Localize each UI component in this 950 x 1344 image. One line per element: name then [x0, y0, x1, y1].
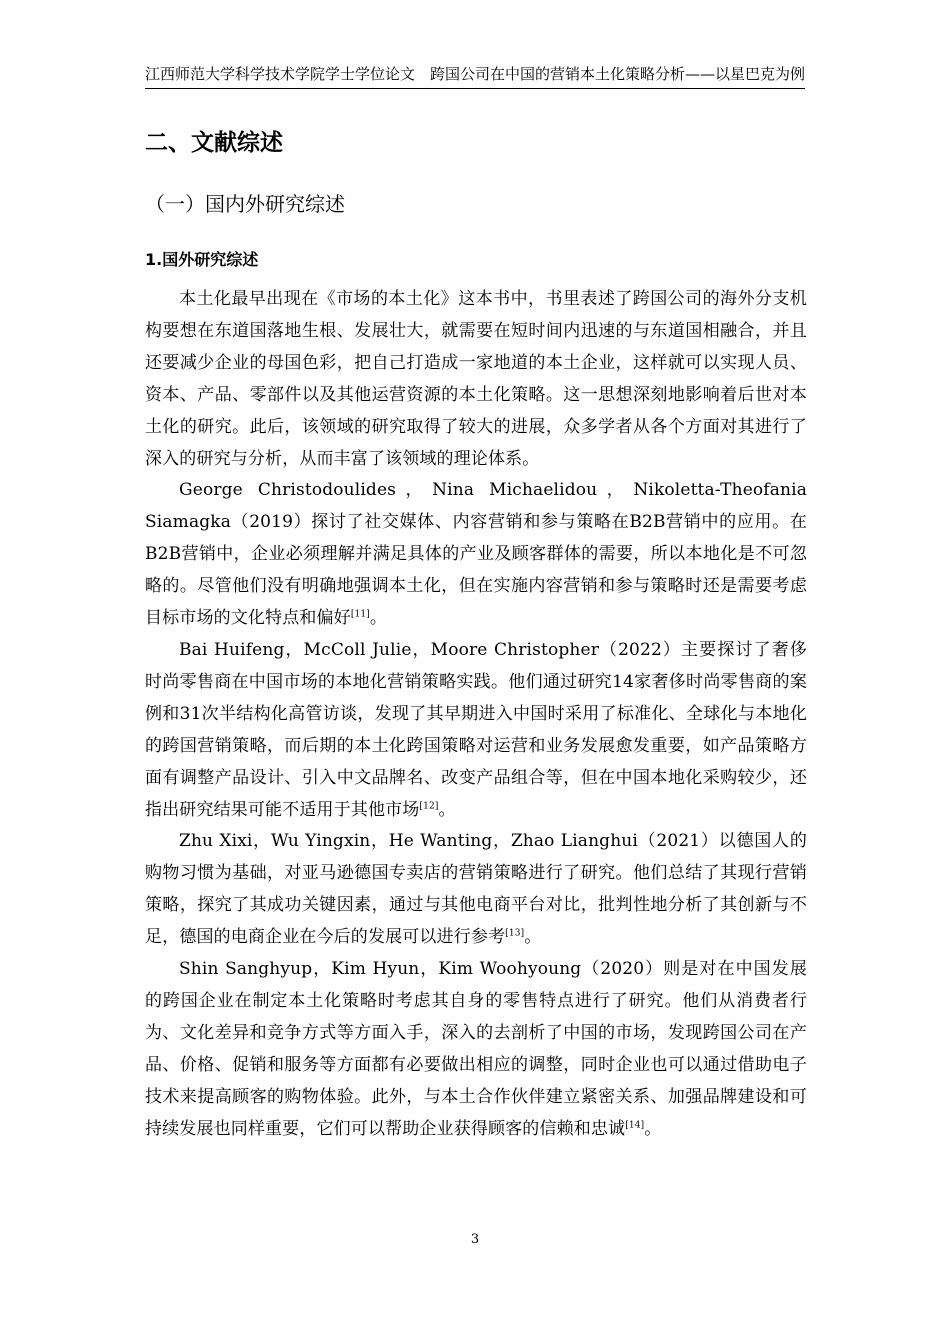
page-number: 3: [470, 1232, 480, 1247]
header-university: 江西师范大学科学技术学院学士学位论文: [145, 65, 416, 83]
paragraph-tail: 。: [524, 927, 542, 948]
paragraph-tail: 。: [438, 799, 456, 820]
paragraph: [145, 954, 807, 1145]
paragraph: [145, 284, 807, 475]
citation-ref: [12]: [419, 800, 439, 811]
paragraph: [145, 635, 807, 826]
paragraph-text: Bai Huifeng，McColl Julie，Moore Christopher（2022）主要探讨了奢侈时尚零售商在中国市场的本地化营销策略实践。他们通过研究14家奢侈时尚零售商的案例和31次半结构化高管访谈，发现了其早期进入中国时采用了标准化、全球化与本地化的跨国营销策略，而后期的本土化跨国策略对运营和业务发展愈发重要，如产品策略方面有调整产品设计、引入中文品牌名、改变产品组合等，但在中国本地化采购较少，还指出研究结果可能不适用于其他市场: [145, 639, 807, 820]
paragraph-text: 本土化最早出现在《市场的本土化》这本书中，书里表述了跨国公司的海外分支机构要想在东道国落地生根、发展壮大，就需要在短时间内迅速的与东道国相融合，并且还要减少企业的母国色彩，把自己打造成一家地道的本土企业，这样就可以实现人员、资本、产品、零部件以及其他运营资源的本土化策略。这一思想深刻地影响着后世对本土化的研究。此后，该领域的研究取得了较大的进展，众多学者从各个方面对其进行了深入的研究与分析，从而丰富了该领域的理论体系。: [145, 289, 807, 469]
paragraph-text: Shin Sanghyup，Kim Hyun，Kim Woohyoung（2020）则是对在中国发展的跨国企业在制定本土化策略时考虑其自身的零售特点进行了研究。他们从消费者行为、文化差异和竞争方式等方面入手，深入的去剖析了中国的市场，发现跨国公司在产品、价格、促销和服务等方面都有必要做出相应的调整，同时企业也可以通过借助电子技术来提高顾客的购物体验。此外，与本土合作伙伴建立紧密关系、加强品牌建设和可持续发展也同样重要，它们可以帮助企业获得顾客的信赖和忠诚: [145, 959, 807, 1139]
paragraph: [145, 475, 807, 635]
chapter-title: 二、文献综述: [145, 130, 283, 156]
citation-ref: [13]: [505, 928, 525, 939]
paragraph-tail: 。: [644, 1118, 662, 1139]
header-thesis-title: 跨国公司在中国的营销本土化策略分析——以星巴克为例: [429, 65, 805, 83]
subsection-title: 1.国外研究综述: [145, 250, 259, 269]
paragraph-tail: 。: [369, 608, 388, 629]
paragraph-text: George Christodoulides，Nina Michaelidou，Nikoletta-Theofania Siamagka（2019）探讨了社交媒体、内容营销和参与策略在B2B营销中的应用。在B2B营销中，企业必须理解并满足具体的产业及顾客群体的需要，所以本地化是不可忽略的。尽管他们没有明确地强调本土化，但在实施内容营销和参与策略时还是需要考虑目标市场的文化特点和偏好: [145, 480, 807, 629]
citation-ref: [11]: [350, 609, 370, 620]
body-text: [145, 284, 807, 1145]
running-header: [145, 64, 805, 89]
paragraph: [145, 826, 807, 954]
section-title: （一）国内外研究综述: [145, 192, 345, 216]
paragraph-text: Zhu Xixi，Wu Yingxin，He Wanting，Zhao Lianghui（2021）以德国人的购物习惯为基础，对亚马逊德国专卖店的营销策略进行了研究。他们总结了其现行营销策略，探究了其成功关键因素，通过与其他电商平台对比，批判性地分析了其创新与不足，德国的电商企业在今后的发展可以进行参考: [145, 831, 807, 948]
citation-ref: [14]: [625, 1119, 645, 1130]
